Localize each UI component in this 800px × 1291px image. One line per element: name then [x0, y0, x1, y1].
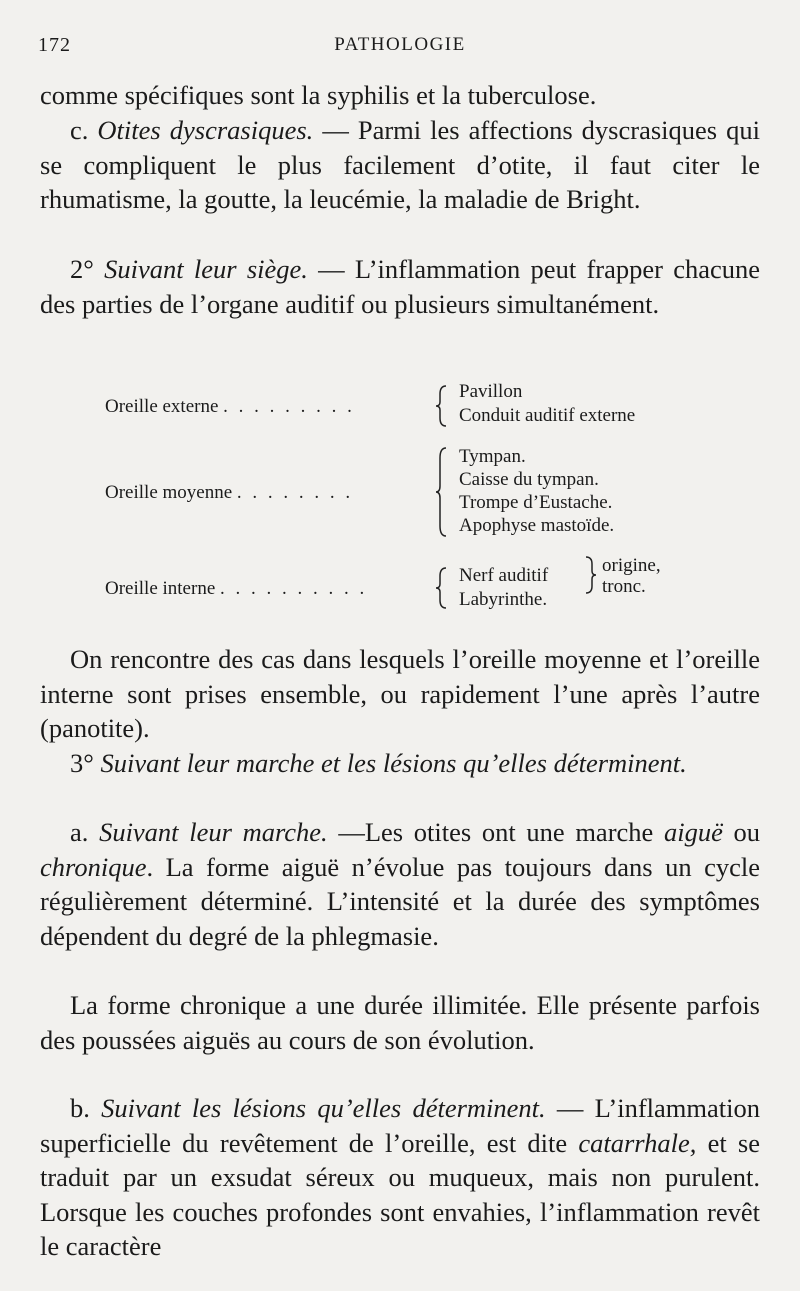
paragraph-suivant-leur-siege	[40, 252, 760, 321]
label-text: Oreille moyenne	[105, 482, 233, 503]
item-nerf-auditif: Nerf auditif	[459, 565, 549, 586]
section-number: a.	[70, 817, 100, 847]
item-pavillon: Pavillon	[459, 381, 523, 402]
text-part: ou	[722, 817, 761, 847]
section-number: c.	[70, 115, 98, 145]
row-label-moyenne	[105, 482, 353, 504]
paragraph-suivant-marche	[40, 815, 760, 953]
paragraph-suivant-lesions	[40, 1091, 760, 1264]
section-number: 3°	[70, 748, 101, 778]
item-labyrinthe: Labyrinthe.	[459, 589, 548, 610]
brace-interne	[436, 566, 450, 610]
section-number: 2°	[70, 254, 105, 284]
text-part: — L’inflammation superficielle du revêtement de l’oreille, est dite	[40, 1093, 760, 1158]
brace-moyenne	[436, 446, 450, 538]
paragraph-text: La forme chronique a une durée illimitée. Elle présente parfois des poussées aiguës au cours de son évolution.	[40, 990, 760, 1055]
text-part: et se traduit par un exsudat séreux ou muqueux, mais non purulent. Lorsque les couches profondes sont envahies, l’inflammation revêt le caractère	[40, 1127, 760, 1261]
text-part: . La forme aiguë n’évolue pas toujours dans un cycle régulièrement déterminé. L’intensité et la durée des symptômes dépendent du degré de la phlegmasie.	[40, 851, 760, 951]
brace-nerf-auditif	[584, 555, 598, 595]
emphasis-chronique: chronique	[40, 851, 147, 882]
leader-dots: . . . . . . . . . .	[220, 578, 368, 599]
page-header	[38, 34, 762, 64]
section-title: Suivant les lésions qu’elles déterminent.	[101, 1093, 546, 1123]
item-apophyse-mastoide: Apophyse mastoïde.	[459, 515, 615, 536]
paragraph-panotite	[40, 642, 760, 746]
section-title: Suivant leur siège.	[104, 254, 308, 284]
brace-externe	[436, 384, 450, 428]
paragraph-1-text: comme spécifiques sont la syphilis et la tuberculose.	[40, 80, 597, 110]
paragraph-text: — Parmi les affections dyscrasiques qui se compliquent le plus facilement d’otite, il faut citer le rhumatisme, la goutte, la leucémie, la maladie de Bright.	[40, 115, 760, 214]
row-label-interne	[105, 578, 367, 600]
section-title: Suivant leur marche et les lésions qu’elles déterminent.	[100, 748, 687, 778]
section-title: Suivant leur marche.	[99, 817, 328, 847]
label-text: Oreille interne	[105, 578, 216, 599]
text-part: —Les otites ont une marche	[327, 817, 664, 847]
page-number: 172	[38, 34, 71, 56]
section-number: b.	[70, 1093, 102, 1123]
leader-dots: . . . . . . . .	[236, 482, 354, 503]
row-label-externe	[105, 396, 355, 418]
paragraph-forme-chronique	[40, 988, 760, 1057]
sub-origine: origine,	[602, 555, 661, 576]
paragraph-suivant-marche-lesions	[40, 746, 760, 781]
paragraph-otites-dyscrasiques	[40, 113, 760, 217]
emphasis-catarrhale: catarrhale,	[578, 1127, 697, 1158]
paragraph-text: — L’inflammation peut frapper chacune des parties de l’organe auditif ou plusieurs simultanément.	[40, 254, 760, 319]
section-title: Otites dyscrasiques.	[97, 115, 314, 145]
item-conduit-auditif: Conduit auditif externe	[459, 405, 636, 426]
emphasis-aigue: aiguë	[663, 817, 723, 847]
item-tympan: Tympan.	[459, 446, 526, 467]
label-text: Oreille externe	[105, 396, 219, 417]
leader-dots: . . . . . . . . .	[223, 396, 355, 417]
running-head: PATHOLOGIE	[334, 34, 466, 55]
paragraph-text: On rencontre des cas dans lesquels l’oreille moyenne et l’oreille interne sont prises ensemble, ou rapidement l’une après l’autre (panotite).	[40, 644, 760, 743]
item-trompe-eustache: Trompe d’Eustache.	[459, 492, 613, 513]
paragraph-1	[40, 78, 760, 113]
item-caisse-du-tympan: Caisse du tympan.	[459, 469, 599, 490]
sub-tronc: tronc.	[602, 576, 646, 597]
